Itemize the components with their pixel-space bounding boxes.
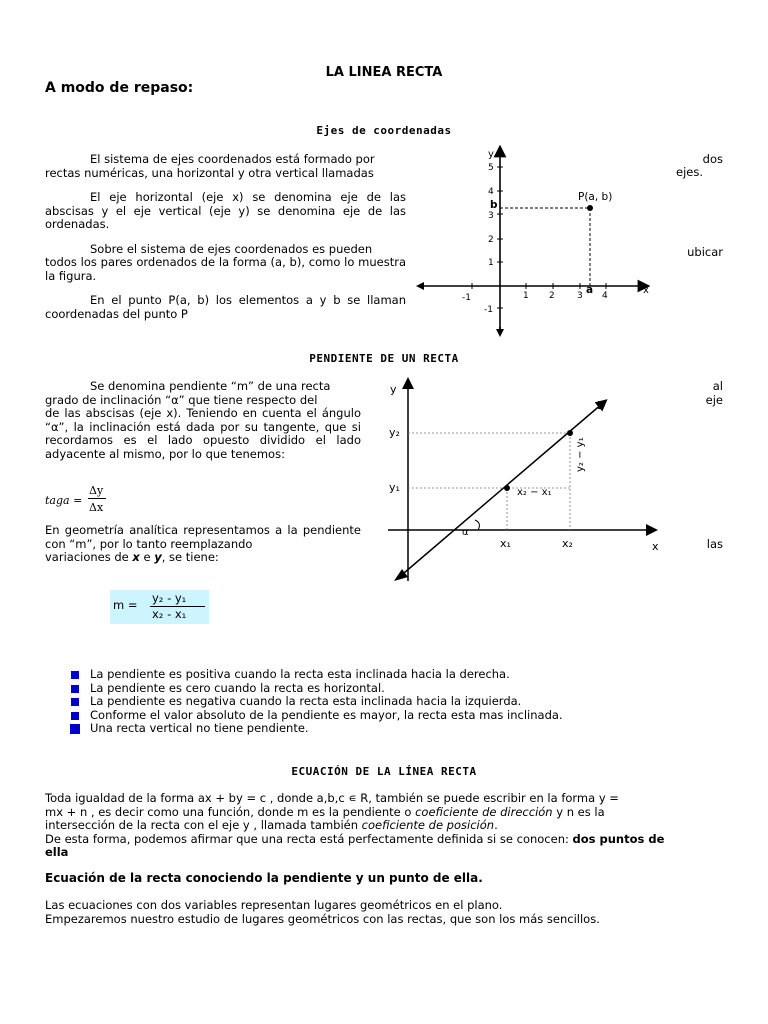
- slope-text-block: [45, 380, 361, 461]
- slope-x-label: x: [652, 540, 659, 553]
- equation-line-1: Toda igualdad de la forma ax + by = c , donde a,b,c ∊ R, también se puede escribir en la forma y =: [45, 791, 619, 805]
- x-tick-neg1: -1: [462, 293, 471, 303]
- alpha-arc: [475, 520, 479, 530]
- slope-paragraph-1-right-1: al: [712, 379, 723, 393]
- point-b-label: b: [490, 199, 498, 211]
- y-tick-1: 1: [488, 258, 494, 268]
- axes-paragraph-3a: Sobre el sistema de ejes coordenados es pueden: [90, 241, 373, 256]
- slope-paragraph-1c: de las abscisas (eje x). Teniendo en cuenta el ángulo “α”, la inclinación está dada por su tangente, que si recordamos es el lado opuesto dividido el lado adyacente al mismo, por lo que tenemos:: [45, 406, 361, 461]
- point-1: [504, 485, 510, 491]
- y-tick-5: 5: [488, 163, 494, 173]
- bullet-square-icon: [71, 671, 79, 679]
- bullet-square-icon: [71, 685, 79, 693]
- tangent-denominator: Δx: [89, 501, 104, 514]
- slope-formula-denominator: x₂ - x₁: [152, 607, 187, 621]
- slope-paragraph-1-right-2: eje: [705, 393, 723, 407]
- list-item: Una recta vertical no tiene pendiente.: [45, 722, 725, 736]
- list-item: La pendiente es cero cuando la recta es horizontal.: [45, 682, 725, 696]
- x1-label: x₁: [500, 537, 511, 550]
- axes-paragraph-3-right: ubicar: [687, 245, 723, 259]
- delta-x-label: x₂ − x₁: [517, 487, 552, 498]
- slope-formula-box: [110, 590, 209, 624]
- alpha-label: α: [462, 527, 469, 538]
- axes-text-block: [45, 153, 406, 332]
- tangent-fraction-bar: [88, 498, 106, 499]
- delta-y-label: y₂ − y₁: [575, 437, 586, 472]
- page-subtitle: A modo de repaso:: [45, 80, 194, 96]
- y1-label: y₁: [389, 481, 400, 494]
- closing-paragraph: [45, 899, 725, 926]
- list-item: Conforme el valor absoluto de la pendiente es mayor, la recta esta mas inclinada.: [45, 709, 725, 723]
- slope-paragraph-2: En geometría analítica representamos a la pendiente con “m”, por lo tanto reemplazando variaciones de x e y, se tiene:: [45, 523, 361, 564]
- closing-line-2: Empezaremos nuestro estudio de lugares geométricos con las rectas, que son los más sencillos.: [45, 911, 600, 926]
- slope-formula-left: m =: [113, 598, 138, 612]
- slope-paragraph-2-right: las: [706, 537, 723, 551]
- tangent-formula: [45, 484, 125, 518]
- page-title: LA LINEA RECTA: [325, 65, 443, 80]
- bullet-square-icon: [71, 698, 79, 706]
- slope-figure: [380, 375, 680, 587]
- point-p-label: P(a, b): [578, 191, 613, 203]
- x-tick-3: 3: [577, 291, 583, 301]
- x-tick-2: 2: [549, 291, 555, 301]
- x-tick-4: 4: [602, 291, 608, 301]
- section-heading-axes: Ejes de coordenadas: [316, 124, 452, 137]
- axes-x-label: x: [643, 285, 649, 296]
- point-2: [567, 430, 573, 436]
- axes-paragraph-1-right-2: ejes.: [676, 165, 703, 179]
- tangent-numerator: Δy: [89, 484, 104, 497]
- equation-text-block: [45, 792, 725, 860]
- y-tick-3: 3: [488, 211, 494, 221]
- y-tick-2: 2: [488, 235, 494, 245]
- equation-line-4: De esta forma, podemos afirmar que una recta está perfectamente definida si se conocen: dos puntos de: [45, 831, 665, 846]
- equation-line-2: mx + n , es decir como una función, donde m es la pendiente o coeficiente de dirección y n es la: [45, 804, 605, 819]
- tangent-formula-left: taga =: [45, 494, 83, 507]
- axes-paragraph-4: En el punto P(a, b) los elementos a y b se llaman coordenadas del punto P: [45, 293, 406, 321]
- line-l-label: L: [597, 399, 604, 412]
- equation-line-3: intersección de la recta con el eje y , llamada también coeficiente de posición.: [45, 818, 498, 832]
- slope-paragraph-1b: grado de inclinación “α” que tiene respecto del: [45, 392, 318, 407]
- equation-line-5: ella: [45, 845, 69, 859]
- section-heading-slope: PENDIENTE DE UN RECTA: [309, 352, 459, 365]
- y-tick-neg1: -1: [484, 305, 493, 315]
- slope-formula-numerator: y₂ - y₁: [152, 591, 187, 605]
- slope-paragraph-1a: Se denomina pendiente “m” de una recta: [90, 379, 331, 393]
- x2-label: x₂: [562, 537, 573, 550]
- bullet-square-icon: [70, 724, 80, 734]
- axes-paragraph-1a: El sistema de ejes coordenados está formado por: [90, 152, 375, 166]
- bullet-square-icon: [71, 712, 79, 720]
- axes-paragraph-1-right-1: dos: [702, 152, 723, 166]
- axes-paragraph-2: El eje horizontal (eje x) se denomina eje de las abscisas y el eje vertical (eje y) se denomina eje de las ordenadas.: [45, 190, 406, 231]
- point-a-label: a: [586, 284, 594, 296]
- closing-line-1: Las ecuaciones con dos variables representan lugares geométricos en el plano.: [45, 898, 503, 912]
- axes-y-label: y: [488, 149, 494, 160]
- list-item: La pendiente es negativa cuando la recta esta inclinada hacia la izquierda.: [45, 695, 725, 709]
- point-slope-heading: Ecuación de la recta conociendo la pendiente y un punto de ella.: [45, 871, 483, 885]
- list-item: La pendiente es positiva cuando la recta esta inclinada hacia la derecha.: [45, 668, 725, 682]
- axes-paragraph-3b: todos los pares ordenados de la forma (a, b), como lo muestra la figura.: [45, 255, 406, 283]
- slope-properties-list: [45, 668, 725, 736]
- section-heading-equation: ECUACIÓN DE LA LÍNEA RECTA: [291, 765, 477, 778]
- coordinate-axes-figure: [410, 145, 660, 337]
- point-p: [587, 205, 593, 211]
- slope-y-label: y: [390, 383, 397, 396]
- axes-paragraph-1b: rectas numéricas, una horizontal y otra vertical llamadas: [45, 165, 374, 180]
- x-tick-1: 1: [523, 291, 529, 301]
- y2-label: y₂: [389, 426, 400, 439]
- y-tick-4: 4: [488, 187, 494, 197]
